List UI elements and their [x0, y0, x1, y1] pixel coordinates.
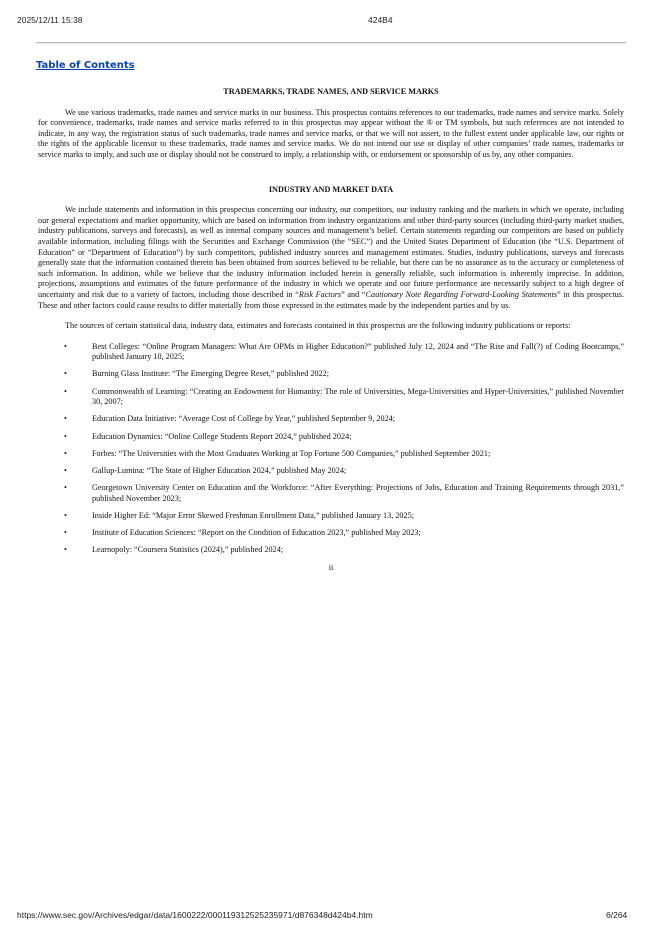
bullet-icon: •	[64, 545, 67, 555]
source-list-item	[38, 545, 624, 556]
bullet-icon: •	[64, 414, 67, 424]
source-list-item	[38, 414, 624, 425]
source-text: Education Data Initiative: “Average Cost of College by Year,” published September 9, 2024;	[92, 414, 396, 424]
section-heading-trademarks: TRADEMARKS, TRADE NAMES, AND SERVICE MARKS	[223, 87, 439, 96]
risk-factors-ref: Risk Factors	[298, 289, 342, 299]
source-text: Commonwealth of Learning: “Creating an Endowment for Humanity: The role of Universities, Mega-Universities and Hyper-Universities,” published November 30, 2007;	[92, 386, 624, 407]
source-text: Best Colleges: “Online Program Managers: What Are OPMs in Higher Education?” published July 12, 2024 and “The Rise and Fall(?) of Coding Bootcamps,” published January 10, 2025;	[92, 341, 624, 362]
source-text: Forbes: “The Universities with the Most Graduates Working at Top Fortune 500 Companies,” published September 2021;	[92, 448, 491, 458]
bullet-icon: •	[64, 341, 67, 351]
source-list-item	[38, 432, 624, 443]
source-list-item	[38, 342, 624, 363]
source-text: Institute of Education Sciences: “Report on the Condition of Education 2023,” published May 2023;	[92, 528, 421, 538]
text-span: ” and “	[341, 289, 366, 299]
bullet-icon: •	[64, 386, 67, 396]
source-text: Georgetown University Center on Education and the Workforce: “After Everything: Projections of Jobs, Education and Training Requirements through 2031,” published November 2023;	[92, 483, 624, 503]
source-text: Gallup-Lumina: “The State of Higher Education 2024,” published May 2024;	[92, 466, 347, 475]
bullet-icon: •	[64, 369, 67, 379]
text-span: ” in this prospectus. These and other factors could cause results to differ materially from those expressed in the estimates made by the independent parties and by us.	[38, 289, 625, 310]
document-body	[38, 87, 624, 573]
bullet-icon: •	[64, 466, 67, 475]
section-heading-industry: INDUSTRY AND MARKET DATA	[268, 184, 394, 194]
footer-url: https://www.sec.gov/Archives/edgar/data/1600222/000119312525235971/d876348d424b4.htm	[17, 910, 373, 920]
industry-paragraph	[38, 205, 624, 311]
sources-list	[38, 342, 624, 556]
bullet-icon: •	[64, 483, 67, 493]
source-text: Inside Higher Ed: “Major Error Skewed Freshman Enrollment Data,” published January 13, 2025;	[92, 510, 414, 520]
bullet-icon: •	[64, 528, 67, 538]
forward-looking-ref: Cautionary Note Regarding Forward-Looking Statements	[365, 289, 558, 299]
source-text: Burning Glass Institute: “The Emerging Degree Reset,” published 2022;	[92, 369, 330, 379]
source-list-item	[38, 483, 624, 504]
source-text: Education Dynamics: “Online College Students Report 2024,” published 2024;	[92, 431, 352, 441]
bullet-icon: •	[64, 431, 67, 441]
source-text: Learnopoly: “Coursera Statistics (2024),” published 2024;	[92, 545, 284, 555]
sources-intro-paragraph: The sources of certain statistical data, industry data, estimates and forecasts contained in this prospectus are the following industry publications or reports:	[65, 321, 571, 331]
source-list-item	[38, 466, 624, 477]
source-list-item	[38, 511, 624, 522]
header-divider	[36, 42, 626, 43]
text-span: We include statements and information in this prospectus concerning our industry, our competitors, our industry ranking and the markets in which we operate, including our general expectations and market opportunity, which are based on information from industry organizations and other third-party sources (including third-party market studies, industry publications, surveys and forecasts), as well as internal company sources and management’s belief. Certain statements regarding our competitors are based on publicly available information, including filings with the Securities and Exchange Commission (the “SEC”) and the United States Department of Education (the “U.S. Department of Education” or “Department of Education”) by such competitors, published industry sources and management estimates. Studies, industry publications, surveys and forecasts generally state that the information contained therein has been obtained from sources believed to be reliable, but there can be no assurance as to the accuracy or completeness of such information. In addition, while we believe that the industry information included herein is generally reliable, such information is inherently imprecise. In addition, projections, assumptions and estimates of the future performance of the industry in which we operate and our future performance are necessarily subject to a high degree of uncertainty and risk due to a variety of factors, including those described in “	[38, 205, 624, 299]
trademarks-paragraph: We use various trademarks, trade names and service marks in our business. This prospectus contains references to our trademarks, trade names and service marks. Solely for convenience, trademarks, trade names and service marks referred to in this prospectus may appear without the ® or TM symbols, but such references are not intended to indicate, in any way, the registration status of such trademarks, trade names and service marks, or that we will not assert, to the fullest extent under applicable law, our rights or the rights of the applicable licensor to these trademarks, trade names and service marks. We do not intend our use or display of other companies’ trade names, trademarks or service marks to imply, and such use or display should not be construed to imply, a relationship with, or endorsement or sponsorship of us by, any other companies.	[38, 107, 624, 159]
document-title: 424B4	[368, 15, 393, 25]
print-datetime: 2025/12/11 15:38	[17, 15, 83, 25]
bullet-icon: •	[64, 510, 67, 520]
table-of-contents-link[interactable]: Table of Contents	[36, 60, 135, 71]
source-list-item	[38, 449, 624, 460]
source-list-item	[38, 369, 624, 380]
page-number: ii	[328, 562, 334, 572]
bullet-icon: •	[64, 448, 67, 458]
source-list-item	[38, 528, 624, 539]
source-list-item	[38, 387, 624, 408]
footer-page-count: 6/264	[606, 910, 628, 920]
